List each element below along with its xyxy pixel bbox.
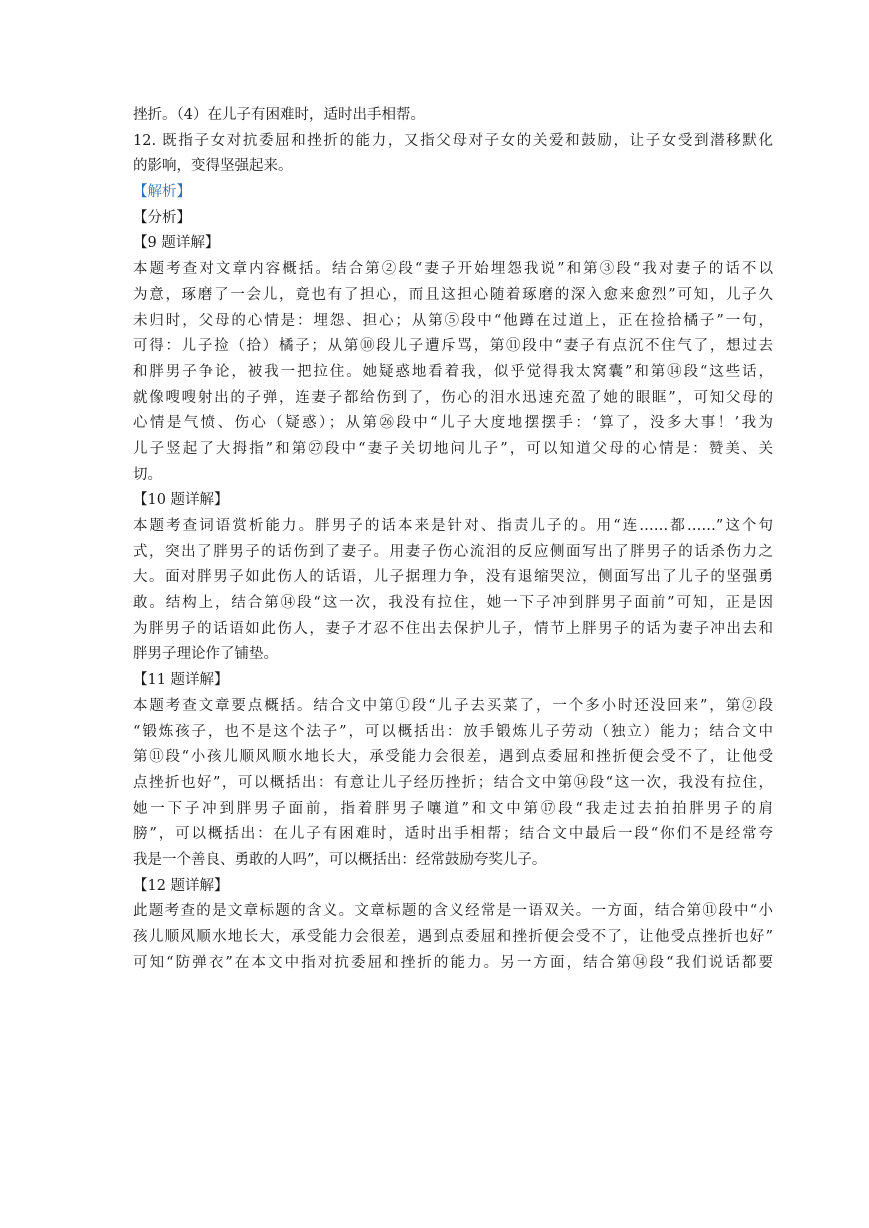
text-line: “锻炼孩子，也不是这个法子”，可以概括出：放手锻炼儿子劳动（独立）能力；结合文中 bbox=[133, 723, 773, 740]
text-line: 第⑪段“小孩儿顺风顺水地长大，承受能力会很差，遇到点委屈和挫折便会受不了，让他受 bbox=[133, 749, 773, 766]
text-line: 可得：儿子捡（拾）橘子；从第⑩段儿子遭斥骂，第⑪段中“妻子有点沉不住气了，想过去 bbox=[133, 338, 773, 355]
text-line: 敢。结构上，结合第⑭段“这一次，我没有拉住，她一下子冲到胖男子面前”可知，正是因 bbox=[133, 595, 773, 612]
text-line: 心情是气愤、伤心（疑惑）；从第㉖段中“儿子大度地摆摆手：‘算了，没多大事！’我为 bbox=[133, 415, 773, 432]
text-line: 本题考查文章要点概括。结合文中第①段“儿子去买菜了，一个多小时还没回来”，第②段 bbox=[133, 697, 773, 714]
section-heading: 【9 题详解】 bbox=[133, 235, 220, 252]
text-line: 此题考查的是文章标题的含义。文章标题的含义经常是一语双关。一方面，结合第⑪段中“小 bbox=[133, 903, 773, 920]
analysis-link[interactable]: 【解析】 bbox=[133, 184, 191, 201]
text-line: 切。 bbox=[133, 466, 162, 483]
text-line: 式，突出了胖男子的话伤到了妻子。用妻子伤心流泪的反应侧面写出了胖男子的话杀伤力之 bbox=[133, 543, 773, 560]
text-line: 胖男子理论作了铺垫。 bbox=[133, 646, 278, 663]
text-line: 就像嗖嗖射出的子弹，连妻子都给伤到了，伤心的泪水迅速充盈了她的眼眶”，可知父母的 bbox=[133, 389, 773, 406]
text-line: 孩儿顺风顺水地长大，承受能力会很差，遇到点委屈和挫折便会受不了，让他受点挫折也好” bbox=[133, 929, 773, 945]
text-line: 本题考查词语赏析能力。胖男子的话本来是针对、指责儿子的。用“连……都……”这个句 bbox=[133, 518, 773, 534]
text-line: 12. 既指子女对抗委屈和挫折的能力，又指父母对子女的关爱和鼓励，让子女受到潜移默化 bbox=[133, 132, 773, 149]
text-line: 为意，琢磨了一会儿，竟也有了担心，而且这担心随着琢磨的深入愈来愈烈”可知，儿子久 bbox=[133, 286, 773, 303]
document-page bbox=[133, 103, 773, 976]
text-line: 挫折。（4）在儿子有困难时，适时出手相帮。 bbox=[133, 107, 425, 123]
text-line: 大。面对胖男子如此伤人的话语，儿子据理力争，没有退缩哭泣，侧面写出了儿子的坚强勇 bbox=[133, 569, 773, 586]
text-line: 我是一个善良、勇敢的人吗”，可以概括出：经常鼓励夸奖儿子。 bbox=[133, 851, 547, 868]
text-line: 儿子竖起了大拇指”和第㉗段中“妻子关切地问儿子”，可以知道父母的心情是：赞美、关 bbox=[133, 440, 773, 457]
text-line: 和胖男子争论，被我一把拉住。她疑惑地看着我，似乎觉得我太窝囊”和第⑭段“这些话， bbox=[133, 363, 773, 380]
text-line: 本题考查对文章内容概括。结合第②段“妻子开始埋怨我说”和第③段“我对妻子的话不以 bbox=[133, 261, 773, 278]
section-heading: 【分析】 bbox=[133, 209, 191, 226]
text-line: 点挫折也好”，可以概括出：有意让儿子经历挫折；结合文中第⑭段“这一次，我没有拉住， bbox=[133, 774, 773, 791]
text-line: 可知“防弹衣”在本文中指对抗委屈和挫折的能力。另一方面，结合第⑭段“我们说话都要 bbox=[133, 954, 773, 971]
text-line: 的影响，变得坚强起来。 bbox=[133, 158, 293, 175]
section-heading: 【12 题详解】 bbox=[133, 877, 229, 894]
text-line: 未归时，父母的心情是：埋怨、担心；从第⑤段中“他蹲在过道上，正在捡拾橘子”一句， bbox=[133, 312, 773, 329]
text-line: 为胖男子的话语如此伤人，妻子才忍不住出去保护儿子，情节上胖男子的话为妻子冲出去和 bbox=[133, 620, 773, 637]
text-line: 她一下子冲到胖男子面前，指着胖男子嚷道”和文中第⑰段“我走过去拍拍胖男子的肩 bbox=[133, 800, 773, 817]
section-heading: 【11 题详解】 bbox=[133, 672, 229, 689]
section-heading: 【10 题详解】 bbox=[133, 492, 229, 509]
text-line: 膀”，可以概括出：在儿子有困难时，适时出手相帮；结合文中最后一段“你们不是经常夸 bbox=[133, 826, 773, 843]
